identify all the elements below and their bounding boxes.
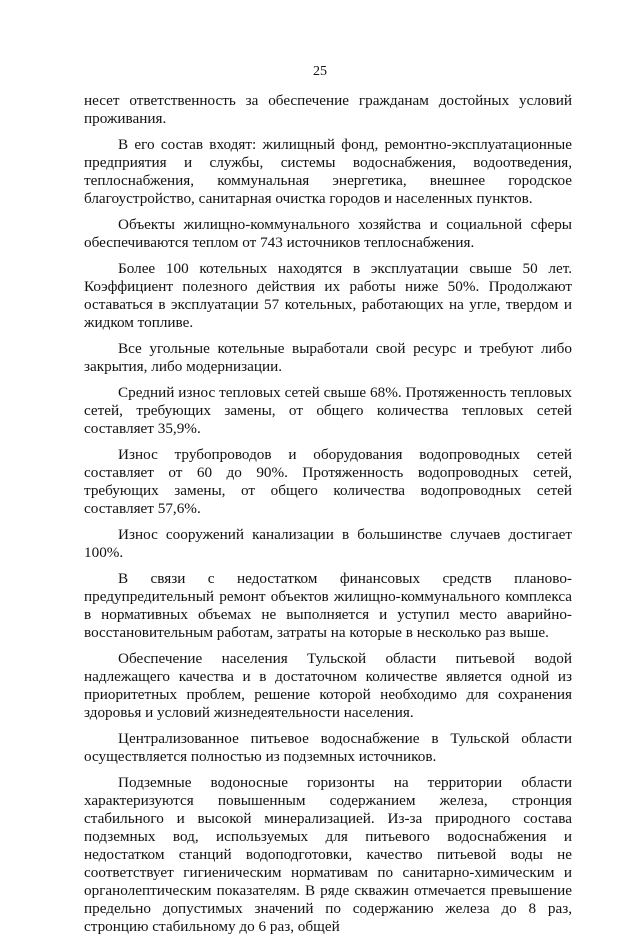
paragraph-4: Более 100 котельных находятся в эксплуатации свыше 50 лет. Коэффициент полезного действия их работы ниже 50%. Продолжают оставаться в эксплуатации 57 котельных, работающих на угле, твердом и жидком топливе. <box>84 260 572 331</box>
paragraph-10: Обеспечение населения Тульской области питьевой водой надлежащего качества и в достаточном количестве является одной из приоритетных проблем, решение которой необходимо для сохранения здоровья и условий жизнедеятельности населения. <box>84 650 572 721</box>
page-number: 25 <box>313 64 327 79</box>
paragraph-2: В его состав входят: жилищный фонд, ремонтно-эксплуатационные предприятия и службы, системы водоснабжения, водоотведения, теплоснабжения, коммунальная энергетика, внешнее городское благоустройство, санитарная очистка городов и населенных пунктов. <box>84 136 572 207</box>
paragraph-5: Все угольные котельные выработали свой ресурс и требуют либо закрытия, либо модернизации. <box>84 340 572 375</box>
paragraph-1: несет ответственность за обеспечение гражданам достойных условий проживания. <box>84 92 572 127</box>
paragraph-7: Износ трубопроводов и оборудования водопроводных сетей составляет от 60 до 90%. Протяженность водопроводных сетей, требующих замены, от общего количества водопроводных сетей составляет 57,6%. <box>84 446 572 517</box>
paragraph-11: Централизованное питьевое водоснабжение в Тульской области осуществляется полностью из подземных источников. <box>84 730 572 765</box>
paragraph-6: Средний износ тепловых сетей свыше 68%. Протяженность тепловых сетей, требующих замены, от общего количества тепловых сетей составляет 35,9%. <box>84 384 572 437</box>
paragraph-9: В связи с недостатком финансовых средств планово-предупредительный ремонт объектов жилищно-коммунального комплекса в нормативных объемах не выполняется и уступил место аварийно-восстановительным работам, затраты на которые в несколько раз выше. <box>84 570 572 641</box>
paragraph-8: Износ сооружений канализации в большинстве случаев достигает 100%. <box>84 526 572 561</box>
paragraph-12: Подземные водоносные горизонты на территории области характеризуются повышенным содержанием железа, стронция стабильного и высокой минерализацией. Из-за природного состава подземных вод, используемых для питьевого водоснабжения и недостатком станций водоподготовки, качество питьевой воды не соответствует гигиеническим нормативам по санитарно-химическим и органолептическим показателям. В ряде скважин отмечается превышение предельно допустимых значений по содержанию железа до 8 раз, стронцию стабильному до 6 раз, общей <box>84 774 572 935</box>
body-text <box>84 92 572 944</box>
paragraph-3: Объекты жилищно-коммунального хозяйства и социальной сферы обеспечиваются теплом от 743 источников теплоснабжения. <box>84 216 572 251</box>
